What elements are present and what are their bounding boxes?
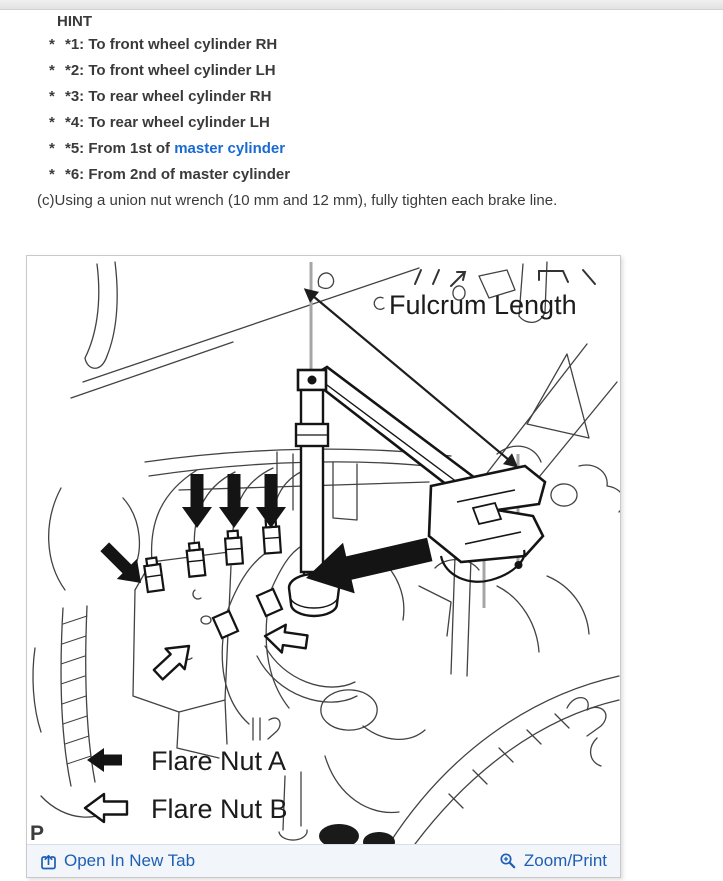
stray-marks <box>415 270 595 286</box>
hint-item-2 <box>49 62 723 79</box>
brake-line-diagram <box>27 256 620 844</box>
instruction-text: (c)Using a union nut wrench (10 mm and 12 mm), fully tighten each brake line. <box>37 192 558 209</box>
list-bullet: * <box>49 114 55 131</box>
hint-item-1 <box>49 36 723 53</box>
zoom-print-label: Zoom/Print <box>523 851 607 870</box>
shadow-blobs <box>319 824 395 844</box>
open-in-new-tab-icon <box>40 853 57 870</box>
hint-item-5 <box>49 140 723 157</box>
hint-item-4 <box>49 114 723 131</box>
list-bullet: * <box>49 62 55 79</box>
hint-item-text: *2: To front wheel cylinder LH <box>65 62 276 79</box>
hint-item-text: *4: To rear wheel cylinder LH <box>65 114 270 131</box>
list-bullet: * <box>49 140 55 157</box>
down-arrow <box>219 474 249 528</box>
flare-nut-a-label: Flare Nut A <box>151 746 287 776</box>
page-marker: P <box>30 822 45 844</box>
hint-heading: HINT <box>57 13 92 30</box>
union-nuts <box>143 519 282 638</box>
up-right-outline-arrow <box>149 636 199 685</box>
brake-line-figure[interactable] <box>27 256 620 844</box>
magnifier-plus-icon <box>499 852 517 870</box>
open-in-new-tab-link[interactable] <box>40 851 195 871</box>
hint-item-text <box>65 140 285 157</box>
hint-item-text: *3: To rear wheel cylinder RH <box>65 88 272 105</box>
hint-item-text: *1: To front wheel cylinder RH <box>65 36 278 53</box>
hint-item-6 <box>49 166 723 183</box>
flare-nut-b-label: Flare Nut B <box>151 794 288 824</box>
figure-panel <box>26 255 621 878</box>
hint-item-text-pre: *5: From 1st of <box>65 140 175 157</box>
figure-footer <box>27 844 620 877</box>
master-cylinder-link[interactable]: master cylinder <box>174 140 286 157</box>
hint-item-3 <box>49 88 723 105</box>
down-arrow <box>256 474 286 528</box>
legend <box>85 746 288 824</box>
top-divider <box>0 0 723 10</box>
open-in-new-tab-label: Open In New Tab <box>64 851 196 870</box>
list-bullet: * <box>49 88 55 105</box>
list-bullet: * <box>49 36 55 53</box>
flare-nut-b-arrow <box>85 794 127 822</box>
zoom-print-link[interactable] <box>499 851 607 871</box>
down-arrow <box>182 474 212 528</box>
hint-list <box>0 36 723 183</box>
fulcrum-length-label: Fulcrum Length <box>389 290 577 320</box>
hint-item-text: *6: From 2nd of master cylinder <box>65 166 291 183</box>
left-outline-arrow <box>263 622 308 656</box>
down-right-arrow <box>95 537 151 593</box>
list-bullet: * <box>49 166 55 183</box>
